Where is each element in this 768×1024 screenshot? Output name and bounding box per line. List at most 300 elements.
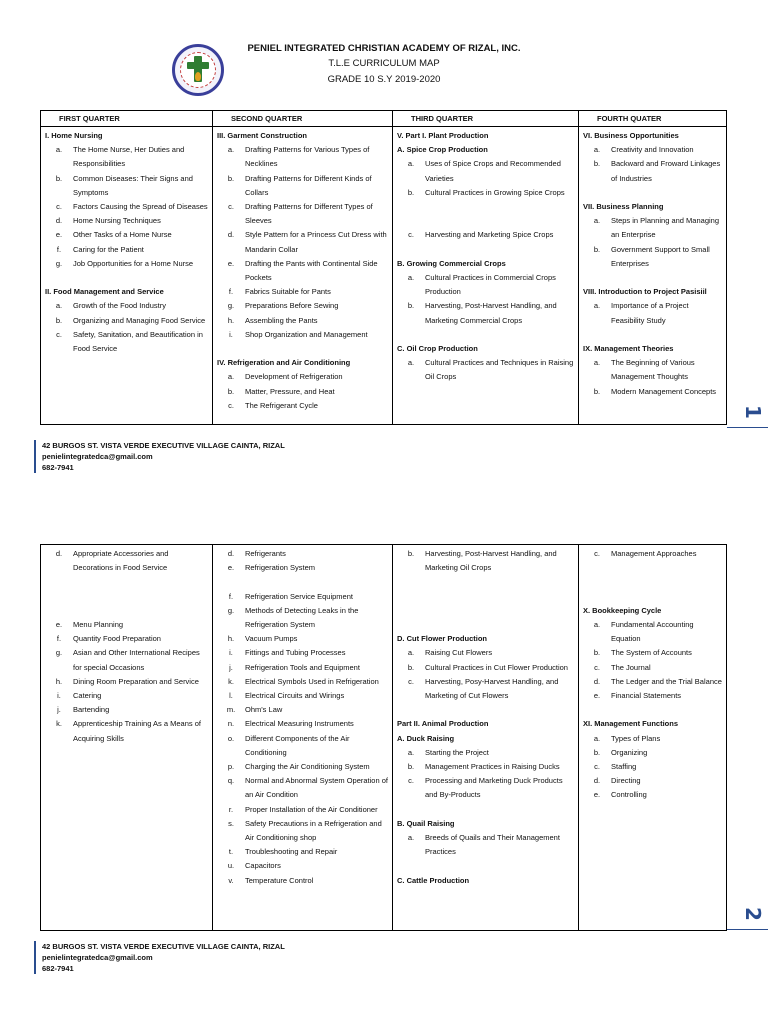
- footer-phone: 682-7941: [42, 463, 74, 472]
- topic-letter: e.: [227, 563, 235, 573]
- topic-item: [217, 604, 389, 632]
- third-quarter-cell: [393, 545, 579, 931]
- topic-text: Cultural Practices in Commercial Crops Production: [425, 272, 556, 297]
- topic-letter: b.: [593, 159, 601, 169]
- topic-text: Government Support to Small Enterprises: [611, 244, 710, 268]
- topic-item: [397, 675, 575, 703]
- curriculum-table-page-2: [40, 544, 727, 931]
- topic-letter: b.: [407, 301, 415, 311]
- topic-letter: n.: [227, 719, 235, 729]
- topic-letter: a.: [593, 216, 601, 226]
- curriculum-table-page-1: [40, 110, 727, 425]
- topic-letter: v.: [228, 875, 234, 885]
- topic-text: The Beginning of Various Management Thoughts: [611, 358, 695, 382]
- topic-item: [217, 399, 389, 413]
- topic-item: [217, 547, 389, 561]
- topic-letter: e.: [55, 230, 63, 240]
- topic-item: [217, 590, 389, 604]
- spacer: [583, 575, 723, 589]
- topic-text: Creativity and Innovation: [611, 145, 694, 155]
- spacer: [397, 214, 575, 228]
- topic-text: Assembling the Pants: [245, 315, 318, 325]
- topic-item: [397, 547, 575, 575]
- section-heading: IV. Refrigeration and Air Conditioning: [217, 358, 351, 368]
- section-heading: V. Part I. Plant Production: [397, 131, 489, 140]
- topic-text: Quantity Food Preparation: [73, 634, 161, 644]
- topic-item: [397, 186, 575, 200]
- topic-text: Harvesting, Posy-Harvest Handling, and Marketing of Cut Flowers: [425, 676, 559, 700]
- spacer: [397, 604, 575, 618]
- topic-letter: g.: [227, 605, 235, 615]
- topic-letter: t.: [228, 847, 234, 857]
- topic-item: [583, 760, 723, 774]
- section-heading: VII. Business Planning: [583, 202, 664, 211]
- topic-text: Cultural Practices in Cut Flower Production: [425, 662, 568, 672]
- topic-letter: j.: [57, 705, 61, 715]
- spacer: [397, 575, 575, 589]
- topic-item: [217, 228, 389, 256]
- topic-text: Normal and Abnormal System Operation of an Air Condition: [245, 776, 388, 800]
- topic-text: Dining Room Preparation and Service: [73, 676, 199, 686]
- spacer: [397, 328, 575, 342]
- topic-letter: a.: [407, 832, 415, 842]
- topic-item: [583, 788, 723, 802]
- topic-text: The Refrigerant Cycle: [245, 400, 318, 410]
- topic-letter: a.: [593, 619, 601, 629]
- topic-letter: c.: [56, 329, 62, 339]
- topic-text: The Home Nurse, Her Duties and Responsibilities: [73, 145, 185, 169]
- topic-item: [397, 271, 575, 299]
- topic-text: Menu Planning: [73, 619, 124, 629]
- topic-letter: m.: [226, 705, 236, 715]
- topic-letter: d.: [55, 549, 63, 558]
- topic-letter: d.: [227, 230, 235, 240]
- topic-text: Common Diseases: Their Signs and Symptoms: [73, 173, 193, 197]
- topic-item: [217, 385, 389, 399]
- topic-letter: a.: [227, 145, 235, 155]
- topic-text: Uses of Spice Crops and Recommended Varieties: [425, 159, 561, 183]
- column-header-third-quarter: THIRD QUARTER: [393, 111, 579, 127]
- page-footer: [34, 941, 285, 974]
- topic-letter: u.: [227, 861, 235, 871]
- topic-item: [45, 228, 209, 242]
- topic-letter: a.: [407, 272, 415, 282]
- topic-text: Proper Installation of the Air Conditioner: [245, 804, 378, 814]
- topic-item: [397, 831, 575, 859]
- topic-item: [45, 675, 209, 689]
- topic-letter: c.: [56, 202, 62, 212]
- topic-text: Organizing and Managing Food Service: [73, 315, 206, 325]
- topic-letter: c.: [408, 776, 414, 786]
- topic-text: Steps in Planning and Managing an Enterprise: [611, 216, 719, 240]
- topic-item: [45, 200, 209, 214]
- topic-letter: f.: [56, 244, 62, 254]
- topic-letter: f.: [228, 591, 234, 601]
- topic-item: [397, 228, 575, 242]
- topic-letter: s.: [228, 818, 234, 828]
- topic-text: Refrigerants: [245, 549, 286, 558]
- topic-item: [217, 732, 389, 760]
- topic-item: [217, 257, 389, 285]
- topic-item: [217, 370, 389, 384]
- topic-text: Capacitors: [245, 861, 281, 871]
- topic-letter: b.: [593, 747, 601, 757]
- topic-item: [583, 157, 723, 185]
- topic-text: Methods of Detecting Leaks in the Refrigeration System: [245, 605, 359, 629]
- topic-item: [45, 314, 209, 328]
- topic-text: Staffing: [611, 761, 637, 771]
- page-footer: [34, 440, 285, 473]
- section-heading: A. Duck Raising: [397, 733, 455, 743]
- topic-letter: b.: [593, 648, 601, 658]
- topic-item: [397, 661, 575, 675]
- topic-item: [583, 618, 723, 646]
- topic-letter: a.: [407, 648, 415, 658]
- topic-text: Appropriate Accessories and Decorations in Food Service: [73, 549, 169, 573]
- topic-item: [217, 703, 389, 717]
- topic-item: [45, 618, 209, 632]
- section-heading: C. Oil Crop Production: [397, 343, 478, 353]
- topic-item: [397, 299, 575, 327]
- topic-letter: g.: [55, 648, 63, 658]
- topic-text: Apprenticeship Training As a Means of Acquiring Skills: [73, 719, 201, 743]
- topic-text: Harvesting and Marketing Spice Crops: [425, 230, 554, 240]
- topic-text: Fittings and Tubing Processes: [245, 648, 346, 658]
- topic-item: [397, 646, 575, 660]
- topic-letter: b.: [593, 244, 601, 254]
- footer-address: 42 BURGOS ST. VISTA VERDE EXECUTIVE VILLAGE CAINTA, RIZAL: [42, 441, 285, 450]
- topic-letter: f.: [56, 634, 62, 644]
- topic-text: Fundamental Accounting Equation: [611, 619, 694, 644]
- footer-email: penielintegratedca@gmail.com: [42, 452, 153, 461]
- topic-item: [583, 774, 723, 788]
- topic-item: [45, 703, 209, 717]
- topic-text: Importance of a Project Feasibility Study: [611, 301, 689, 325]
- topic-text: Financial Statements: [611, 690, 682, 700]
- topic-item: [45, 547, 209, 575]
- topic-text: Electrical Circuits and Wirings: [245, 691, 345, 701]
- topic-item: [217, 200, 389, 228]
- section-heading: Part II. Animal Production: [397, 719, 489, 729]
- first-quarter-cell: [41, 545, 213, 931]
- spacer: [45, 575, 209, 589]
- section-heading: A. Spice Crop Production: [397, 145, 488, 155]
- topic-item: [217, 817, 389, 845]
- topic-text: Asian and Other International Recipes for special Occasions: [73, 648, 200, 672]
- topic-item: [217, 661, 389, 675]
- topic-letter: b.: [407, 761, 415, 771]
- topic-item: [583, 746, 723, 760]
- topic-text: Development of Refrigeration: [245, 372, 343, 382]
- topic-letter: a.: [593, 145, 601, 155]
- spacer: [45, 271, 209, 285]
- topic-letter: c.: [408, 230, 414, 240]
- fourth-quarter-cell: [579, 127, 727, 425]
- section-heading: IX. Management Theories: [583, 344, 674, 353]
- topic-item: [583, 356, 723, 384]
- spacer: [583, 186, 723, 200]
- spacer: [397, 590, 575, 604]
- topic-letter: f.: [228, 287, 234, 297]
- topic-item: [583, 732, 723, 746]
- column-header-first-quarter: FIRST QUARTER: [41, 111, 213, 127]
- topic-item: [217, 760, 389, 774]
- topic-item: [217, 561, 389, 575]
- topic-item: [217, 859, 389, 873]
- topic-letter: e.: [593, 690, 601, 700]
- section-heading: D. Cut Flower Production: [397, 634, 487, 644]
- topic-text: Caring for the Patient: [73, 244, 144, 254]
- second-quarter-cell: [213, 545, 393, 931]
- section-heading: VI. Business Opportunities: [583, 131, 679, 140]
- topic-letter: i.: [229, 648, 233, 658]
- footer-email: penielintegratedca@gmail.com: [42, 953, 153, 962]
- topic-text: Electrical Symbols Used in Refrigeration: [245, 676, 379, 686]
- spacer: [45, 604, 209, 618]
- topic-item: [397, 760, 575, 774]
- topic-item: [583, 214, 723, 242]
- topic-letter: h.: [227, 634, 235, 644]
- topic-letter: b.: [227, 386, 235, 396]
- section-heading: B. Growing Commercial Crops: [397, 258, 506, 268]
- topic-text: Refrigeration System: [245, 563, 316, 573]
- topic-item: [45, 243, 209, 257]
- topic-text: Backward and Froward Linkages of Industries: [611, 159, 721, 183]
- page-number: 1: [741, 405, 766, 419]
- section-heading: I. Home Nursing: [45, 131, 103, 140]
- topic-letter: a.: [227, 372, 235, 382]
- footer-phone: 682-7941: [42, 964, 74, 973]
- topic-text: Troubleshooting and Repair: [245, 847, 338, 857]
- topic-letter: h.: [227, 315, 235, 325]
- spacer: [583, 328, 723, 342]
- topic-item: [583, 689, 723, 703]
- topic-letter: d.: [593, 676, 601, 686]
- topic-text: Safety, Sanitation, and Beautification in Food Service: [73, 329, 203, 354]
- topic-item: [583, 243, 723, 271]
- topic-item: [217, 143, 389, 171]
- topic-item: [583, 675, 723, 689]
- topic-item: [45, 717, 209, 745]
- spacer: [583, 561, 723, 575]
- topic-item: [45, 143, 209, 171]
- topic-text: Organizing: [611, 747, 648, 757]
- topic-text: Shop Organization and Management: [245, 329, 368, 339]
- section-heading: B. Quail Raising: [397, 818, 455, 828]
- spacer: [583, 271, 723, 285]
- column-header-fourth-quarter: FOURTH QUATER: [579, 111, 727, 127]
- topic-text: Style Pattern for a Princess Cut Dress with Mandarin Collar: [245, 230, 387, 254]
- topic-letter: g.: [227, 301, 235, 311]
- topic-text: Types of Plans: [611, 733, 661, 743]
- topic-text: Electrical Measuring Instruments: [245, 719, 354, 729]
- document-header: [0, 38, 768, 98]
- topic-letter: c.: [594, 662, 600, 672]
- document-title: T.L.E CURRICULUM MAP: [328, 58, 440, 69]
- topic-text: Factors Causing the Spread of Diseases: [73, 202, 208, 212]
- third-quarter-cell: [393, 127, 579, 425]
- column-header-second-quarter: SECOND QUARTER: [213, 111, 393, 127]
- spacer: [397, 859, 575, 873]
- topic-item: [217, 689, 389, 703]
- topic-letter: b.: [407, 187, 415, 197]
- page-number: 2: [741, 907, 766, 921]
- topic-letter: p.: [227, 762, 235, 772]
- topic-item: [45, 632, 209, 646]
- topic-letter: e.: [227, 258, 235, 268]
- topic-item: [397, 746, 575, 760]
- topic-text: Raising Cut Flowers: [425, 648, 493, 658]
- topic-item: [217, 845, 389, 859]
- topic-letter: b.: [407, 549, 415, 558]
- topic-text: The System of Accounts: [611, 648, 692, 658]
- section-heading: C. Cattle Production: [397, 875, 470, 885]
- topic-letter: b.: [407, 662, 415, 672]
- topic-item: [217, 314, 389, 328]
- topic-text: Management Approaches: [611, 549, 697, 558]
- topic-item: [45, 328, 209, 356]
- spacer: [583, 703, 723, 717]
- topic-text: Different Components of the Air Conditioning: [245, 733, 350, 757]
- topic-text: Safety Precautions in a Refrigeration and Air Conditioning shop: [245, 818, 382, 843]
- topic-letter: a.: [593, 358, 601, 368]
- topic-item: [217, 299, 389, 313]
- spacer: [45, 590, 209, 604]
- topic-letter: k.: [228, 676, 234, 686]
- topic-text: Matter, Pressure, and Heat: [245, 386, 335, 396]
- topic-text: Drafting Patterns for Different Types of Sleeves: [245, 202, 373, 226]
- topic-text: Harvesting, Post-Harvest Handling, and Marketing Commercial Crops: [425, 301, 557, 325]
- topic-letter: i.: [57, 690, 61, 700]
- topic-letter: d.: [55, 216, 63, 226]
- spacer: [583, 590, 723, 604]
- topic-item: [397, 356, 575, 384]
- topic-text: Starting the Project: [425, 747, 489, 757]
- topic-text: The Ledger and the Trial Balance: [611, 676, 722, 686]
- spacer: [217, 575, 389, 589]
- topic-item: [217, 632, 389, 646]
- spacer: [397, 803, 575, 817]
- spacer: [397, 200, 575, 214]
- topic-item: [583, 143, 723, 157]
- page-number-rule: [727, 427, 768, 428]
- fourth-quarter-cell: [579, 545, 727, 931]
- topic-item: [217, 717, 389, 731]
- section-heading: III. Garment Construction: [217, 131, 308, 140]
- topic-letter: c.: [594, 761, 600, 771]
- topic-letter: h.: [55, 676, 63, 686]
- topic-text: Processing and Marketing Duck Products and By-Products: [425, 776, 563, 800]
- topic-letter: a.: [407, 159, 415, 169]
- topic-item: [45, 646, 209, 674]
- topic-text: Refrigeration Service Equipment: [245, 591, 353, 601]
- topic-text: Other Tasks of a Home Nurse: [73, 230, 172, 240]
- section-heading: XI. Management Functions: [583, 719, 679, 729]
- section-heading: II. Food Management and Service: [45, 287, 164, 297]
- topic-item: [583, 299, 723, 327]
- topic-item: [583, 661, 723, 675]
- topic-letter: d.: [593, 776, 601, 786]
- topic-text: Drafting the Pants with Continental Side Pockets: [245, 258, 378, 283]
- topic-letter: b.: [55, 315, 63, 325]
- topic-text: Growth of the Food Industry: [73, 301, 166, 311]
- topic-text: Preparations Before Sewing: [245, 301, 339, 311]
- topic-letter: a.: [55, 301, 63, 311]
- topic-text: Refrigeration Tools and Equipment: [245, 662, 360, 672]
- school-name: PENIEL INTEGRATED CHRISTIAN ACADEMY OF RIZAL, INC.: [247, 43, 521, 54]
- topic-letter: q.: [227, 776, 235, 786]
- topic-text: Drafting Patterns for Various Types of Necklines: [245, 145, 370, 169]
- topic-text: Charging the Air Conditioning System: [245, 762, 370, 772]
- topic-item: [397, 774, 575, 802]
- topic-letter: i.: [229, 329, 233, 339]
- first-quarter-cell: [41, 127, 213, 425]
- topic-letter: c.: [228, 400, 234, 410]
- topic-item: [583, 547, 723, 561]
- topic-letter: d.: [227, 549, 235, 558]
- topic-text: Temperature Control: [245, 875, 314, 885]
- section-heading: VIII. Introduction to Project Pasisiil: [583, 287, 707, 297]
- topic-text: Drafting Patterns for Different Kinds of Collars: [245, 173, 372, 197]
- topic-item: [45, 689, 209, 703]
- topic-item: [217, 172, 389, 200]
- topic-item: [217, 646, 389, 660]
- topic-item: [217, 675, 389, 689]
- topic-letter: k.: [56, 719, 62, 729]
- section-heading: X. Bookkeeping Cycle: [583, 605, 662, 615]
- second-quarter-cell: [213, 127, 393, 425]
- topic-letter: l.: [229, 691, 233, 701]
- topic-text: Modern Management Concepts: [611, 386, 717, 396]
- topic-text: Breeds of Quails and Their Management Practices: [425, 832, 560, 857]
- topic-letter: b.: [55, 173, 63, 183]
- spacer: [397, 703, 575, 717]
- topic-letter: a.: [55, 145, 63, 155]
- topic-letter: a.: [593, 733, 601, 743]
- spacer: [397, 243, 575, 257]
- topic-text: Home Nursing Techniques: [73, 216, 161, 226]
- topic-text: Vacuum Pumps: [245, 634, 298, 644]
- topic-item: [45, 172, 209, 200]
- topic-item: [45, 257, 209, 271]
- topic-item: [45, 299, 209, 313]
- topic-text: Management Practices in Raising Ducks: [425, 761, 560, 771]
- topic-item: [217, 328, 389, 342]
- topic-text: Directing: [611, 776, 641, 786]
- topic-item: [45, 214, 209, 228]
- grade-school-year: GRADE 10 S.Y 2019-2020: [327, 74, 441, 85]
- topic-text: Job Opportunities for a Home Nurse: [73, 258, 194, 268]
- topic-letter: e.: [55, 619, 63, 629]
- topic-text: Fabrics Suitable for Pants: [245, 287, 331, 297]
- topic-text: Harvesting, Post-Harvest Handling, and Marketing Oil Crops: [425, 549, 557, 573]
- topic-item: [397, 157, 575, 185]
- topic-letter: a.: [593, 301, 601, 311]
- topic-text: Cultural Practices and Techniques in Raising Oil Crops: [425, 358, 574, 382]
- topic-item: [583, 646, 723, 660]
- topic-text: The Journal: [611, 662, 651, 672]
- topic-text: Catering: [73, 690, 102, 700]
- topic-letter: a.: [407, 747, 415, 757]
- topic-letter: j.: [229, 662, 233, 672]
- footer-address: 42 BURGOS ST. VISTA VERDE EXECUTIVE VILLAGE CAINTA, RIZAL: [42, 942, 285, 951]
- topic-letter: b.: [593, 386, 601, 396]
- topic-letter: o.: [227, 733, 235, 743]
- topic-letter: c.: [408, 676, 414, 686]
- topic-letter: c.: [228, 202, 234, 212]
- topic-letter: r.: [228, 804, 234, 814]
- topic-text: Controlling: [611, 790, 647, 800]
